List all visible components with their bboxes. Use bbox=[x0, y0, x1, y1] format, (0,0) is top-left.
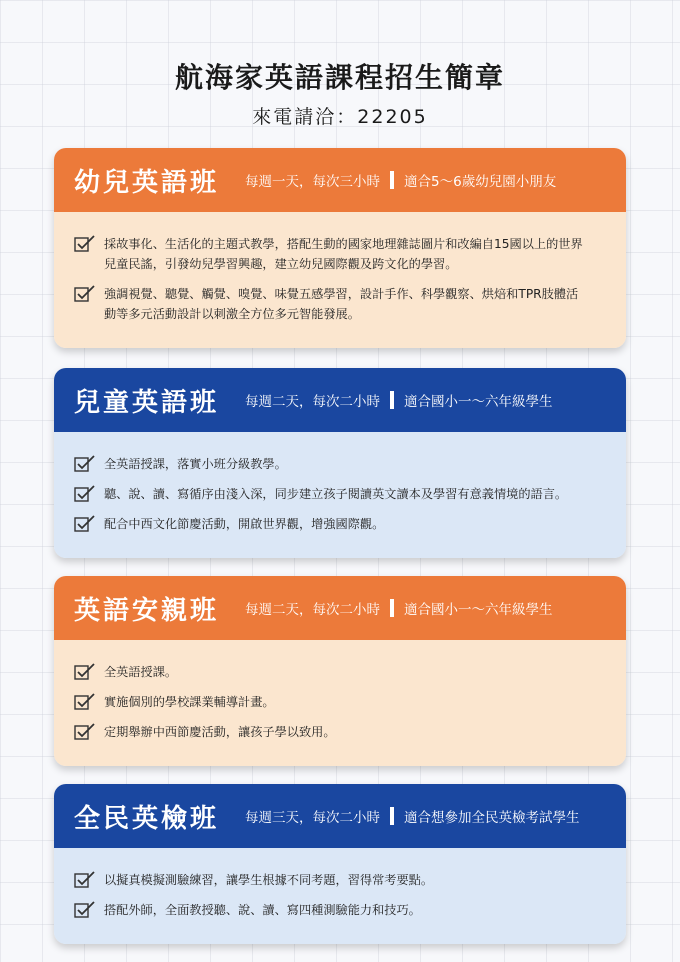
course-title: 英語安親班 bbox=[74, 595, 220, 626]
item-text: 採故事化、生活化的主題式教學，搭配生動的國家地理雜誌圖片和改編自15國以上的世界兒童民謠，引發幼兒學習興趣，建立幼兒國際觀及跨文化的學習。 bbox=[104, 237, 583, 271]
course-title: 幼兒英語班 bbox=[74, 167, 220, 198]
page-title: 航海家英語課程招生簡章 bbox=[174, 61, 505, 94]
card-header bbox=[54, 368, 626, 432]
item-text: 定期舉辦中西節慶活動，讓孩子學以致用。 bbox=[104, 725, 336, 739]
item-text: 實施個別的學校課業輔導計畫。 bbox=[104, 695, 275, 709]
list-item bbox=[74, 900, 586, 920]
card-body bbox=[54, 848, 626, 944]
item-text: 搭配外師，全面教授聽、說、讀、寫四種測驗能力和技巧。 bbox=[104, 903, 421, 917]
checkbox-check-icon bbox=[74, 901, 96, 919]
list-item bbox=[74, 662, 586, 682]
card-header bbox=[54, 784, 626, 848]
card-header bbox=[54, 576, 626, 640]
course-meta bbox=[245, 598, 553, 618]
course-card-children bbox=[54, 368, 626, 558]
item-text: 聽、說、讀、寫循序由淺入深，同步建立孩子閱讀英文讀本及學習有意義情境的語言。 bbox=[104, 487, 568, 501]
card-header bbox=[54, 148, 626, 212]
course-title: 全民英檢班 bbox=[74, 803, 220, 834]
course-meta bbox=[245, 390, 553, 410]
course-card-kindergarten bbox=[54, 148, 626, 348]
checkbox-check-icon bbox=[74, 285, 96, 303]
card-body bbox=[54, 212, 626, 348]
item-text: 以擬真模擬測驗練習，讓學生根據不同考題，習得常考要點。 bbox=[104, 873, 434, 887]
item-text: 全英語授課，落實小班分級教學。 bbox=[104, 457, 287, 471]
item-text: 全英語授課。 bbox=[104, 665, 178, 679]
separator-bar bbox=[390, 807, 394, 825]
course-title: 兒童英語班 bbox=[74, 387, 220, 418]
list-item bbox=[74, 484, 586, 504]
list-item bbox=[74, 454, 586, 474]
separator-bar bbox=[390, 599, 394, 617]
course-meta bbox=[245, 806, 580, 826]
item-text: 配合中西文化節慶活動，開啟世界觀，增強國際觀。 bbox=[104, 517, 385, 531]
checkbox-check-icon bbox=[74, 485, 96, 503]
course-schedule: 每週三天，每次二小時 bbox=[245, 810, 381, 826]
course-schedule: 每週二天，每次二小時 bbox=[245, 602, 381, 618]
card-body bbox=[54, 640, 626, 766]
page-header bbox=[0, 56, 680, 129]
list-item bbox=[74, 514, 586, 534]
checkbox-check-icon bbox=[74, 455, 96, 473]
course-card-gept bbox=[54, 784, 626, 944]
list-item bbox=[74, 870, 586, 890]
checkbox-check-icon bbox=[74, 515, 96, 533]
course-schedule: 每週二天，每次二小時 bbox=[245, 394, 381, 410]
course-meta bbox=[245, 170, 556, 190]
course-audience: 適合國小一～六年級學生 bbox=[404, 394, 553, 410]
course-schedule: 每週一天，每次三小時 bbox=[245, 174, 381, 190]
course-audience: 適合想參加全民英檢考試學生 bbox=[404, 810, 580, 826]
separator-bar bbox=[390, 391, 394, 409]
list-item bbox=[74, 234, 586, 274]
checkbox-check-icon bbox=[74, 235, 96, 253]
course-audience: 適合國小一～六年級學生 bbox=[404, 602, 553, 618]
checkbox-check-icon bbox=[74, 693, 96, 711]
list-item bbox=[74, 722, 586, 742]
list-item bbox=[74, 692, 586, 712]
course-card-afterschool bbox=[54, 576, 626, 766]
checkbox-check-icon bbox=[74, 663, 96, 681]
checkbox-check-icon bbox=[74, 723, 96, 741]
card-body bbox=[54, 432, 626, 558]
contact-phone: 來電請洽：22205 bbox=[252, 106, 428, 128]
list-item bbox=[74, 284, 586, 324]
course-audience: 適合5～6歲幼兒園小朋友 bbox=[404, 174, 557, 190]
item-text: 強調視覺、聽覺、觸覺、嗅覺、味覺五感學習，設計手作、科學觀察、烘焙和TPR肢體活動等多元活動設計以刺激全方位多元智能發展。 bbox=[104, 287, 579, 321]
checkbox-check-icon bbox=[74, 871, 96, 889]
separator-bar bbox=[390, 171, 394, 189]
